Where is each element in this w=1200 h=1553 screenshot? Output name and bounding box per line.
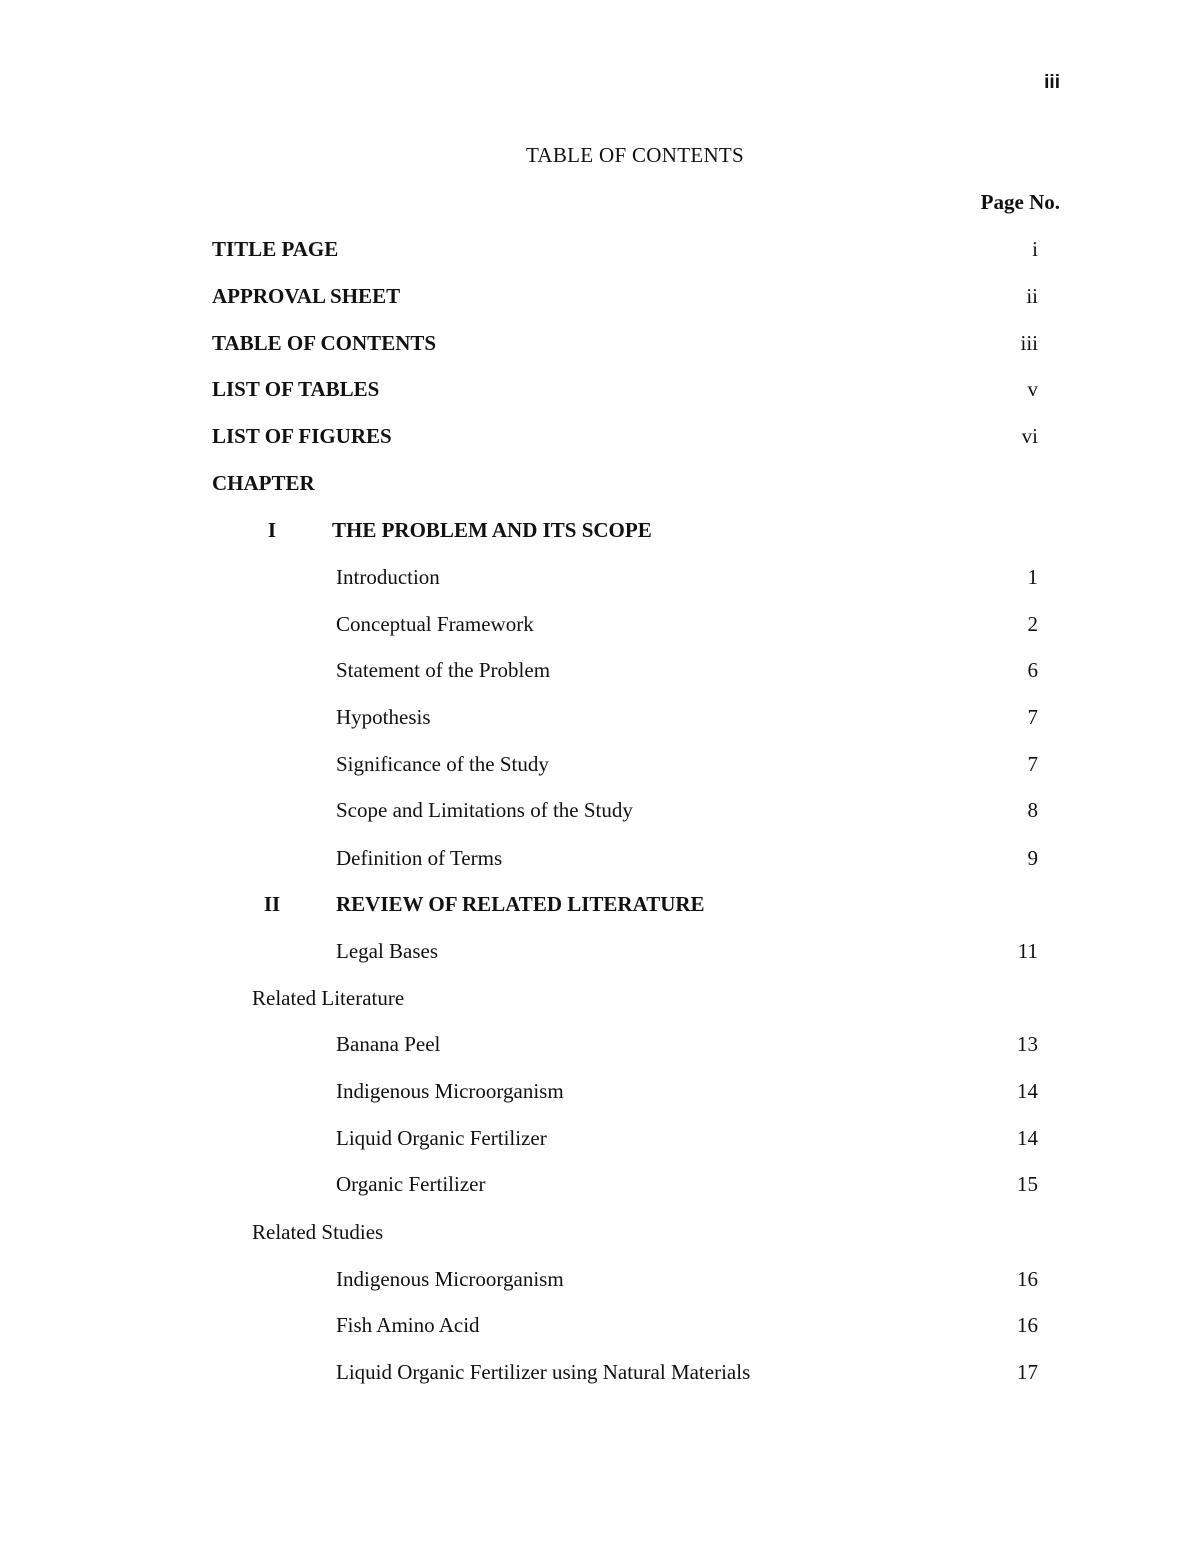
- chapter-1-heading[interactable]: [0, 515, 1200, 545]
- related-studies-heading: [0, 1217, 1200, 1247]
- page-number: iii: [1044, 72, 1060, 93]
- toc-entry[interactable]: [0, 702, 1200, 732]
- toc-entry-label: Introduction: [336, 565, 440, 589]
- toc-entry-page: 16: [1017, 1267, 1038, 1291]
- toc-entry-label: Banana Peel: [336, 1032, 441, 1056]
- toc-entry-page: 8: [1027, 798, 1038, 822]
- toc-entry-page: 2: [1027, 612, 1038, 636]
- toc-entry-label: Significance of the Study: [336, 752, 549, 776]
- toc-entry-page: 16: [1017, 1313, 1038, 1337]
- toc-entry-label: LIST OF FIGURES: [212, 424, 392, 448]
- toc-entry-page: 1: [1027, 565, 1038, 589]
- toc-entry[interactable]: [0, 655, 1200, 685]
- toc-entry-page: 14: [1017, 1079, 1038, 1103]
- toc-entry[interactable]: [0, 749, 1200, 779]
- chapter-title: THE PROBLEM AND ITS SCOPE: [332, 518, 652, 542]
- toc-entry[interactable]: [0, 1123, 1200, 1153]
- toc-entry[interactable]: [0, 1169, 1200, 1199]
- toc-entry-page: 7: [1027, 705, 1038, 729]
- toc-entry-page: 11: [1017, 939, 1038, 963]
- toc-entry-label: Fish Amino Acid: [336, 1313, 480, 1337]
- page-no-column-header: Page No.: [980, 190, 1060, 214]
- toc-entry[interactable]: [0, 936, 1200, 966]
- toc-entry-approval-sheet[interactable]: [0, 281, 1200, 311]
- toc-entry-page: 13: [1017, 1032, 1038, 1056]
- toc-entry-page: vi: [1021, 424, 1038, 448]
- subsection-heading: Related Literature: [252, 986, 405, 1010]
- toc-entry[interactable]: [0, 1310, 1200, 1340]
- toc-entry-page: 6: [1027, 658, 1038, 682]
- toc-entry-label: Liquid Organic Fertilizer: [336, 1126, 547, 1150]
- subsection-heading: Related Studies: [252, 1220, 384, 1244]
- toc-entry-page: v: [1027, 377, 1038, 401]
- toc-entry-title-page[interactable]: [0, 234, 1200, 264]
- toc-entry[interactable]: [0, 1076, 1200, 1106]
- toc-entry-page: 14: [1017, 1126, 1038, 1150]
- toc-entry-label: Liquid Organic Fertilizer using Natural Materials: [336, 1360, 751, 1384]
- toc-entry-page: 17: [1017, 1360, 1038, 1384]
- toc-entry-label: Scope and Limitations of the Study: [336, 798, 633, 822]
- toc-entry-table-of-contents[interactable]: [0, 328, 1200, 358]
- chapter-title: REVIEW OF RELATED LITERATURE: [336, 892, 705, 916]
- chapter-label: CHAPTER: [212, 471, 315, 495]
- toc-entry-page: 9: [1027, 846, 1038, 870]
- toc-entry-page: i: [1032, 237, 1038, 261]
- toc-entry-list-of-figures[interactable]: [0, 421, 1200, 451]
- chapter-number: II: [263, 892, 281, 916]
- toc-entry-page: ii: [1026, 284, 1038, 308]
- toc-entry[interactable]: [0, 1029, 1200, 1059]
- toc-title: TABLE OF CONTENTS: [525, 143, 745, 167]
- toc-entry-label: Indigenous Microorganism: [336, 1079, 564, 1103]
- toc-entry-label: Conceptual Framework: [336, 612, 534, 636]
- toc-entry-label: APPROVAL SHEET: [212, 284, 401, 308]
- toc-entry-label: Statement of the Problem: [336, 658, 551, 682]
- toc-entry[interactable]: [0, 1357, 1200, 1387]
- toc-entry-label: TABLE OF CONTENTS: [212, 331, 437, 355]
- toc-entry-page: iii: [1020, 331, 1038, 355]
- toc-entry-label: Hypothesis: [336, 705, 431, 729]
- toc-entry[interactable]: [0, 1264, 1200, 1294]
- related-literature-heading: [0, 983, 1200, 1013]
- toc-entry-label: LIST OF TABLES: [212, 377, 380, 401]
- toc-entry-page: 7: [1027, 752, 1038, 776]
- toc-entry-list-of-tables[interactable]: [0, 374, 1200, 404]
- toc-entry[interactable]: [0, 609, 1200, 639]
- chapter-2-heading[interactable]: [0, 889, 1200, 919]
- toc-entry[interactable]: [0, 795, 1200, 825]
- toc-entry-page: 15: [1017, 1172, 1038, 1196]
- toc-entry-label: Organic Fertilizer: [336, 1172, 486, 1196]
- toc-entry-label: Definition of Terms: [336, 846, 503, 870]
- chapter-number: I: [267, 518, 277, 542]
- toc-entry-label: Indigenous Microorganism: [336, 1267, 564, 1291]
- chapter-heading: [0, 468, 1200, 498]
- toc-entry[interactable]: [0, 562, 1200, 592]
- toc-entry-label: Legal Bases: [336, 939, 439, 963]
- toc-entry-label: TITLE PAGE: [212, 237, 339, 261]
- toc-entry[interactable]: [0, 843, 1200, 873]
